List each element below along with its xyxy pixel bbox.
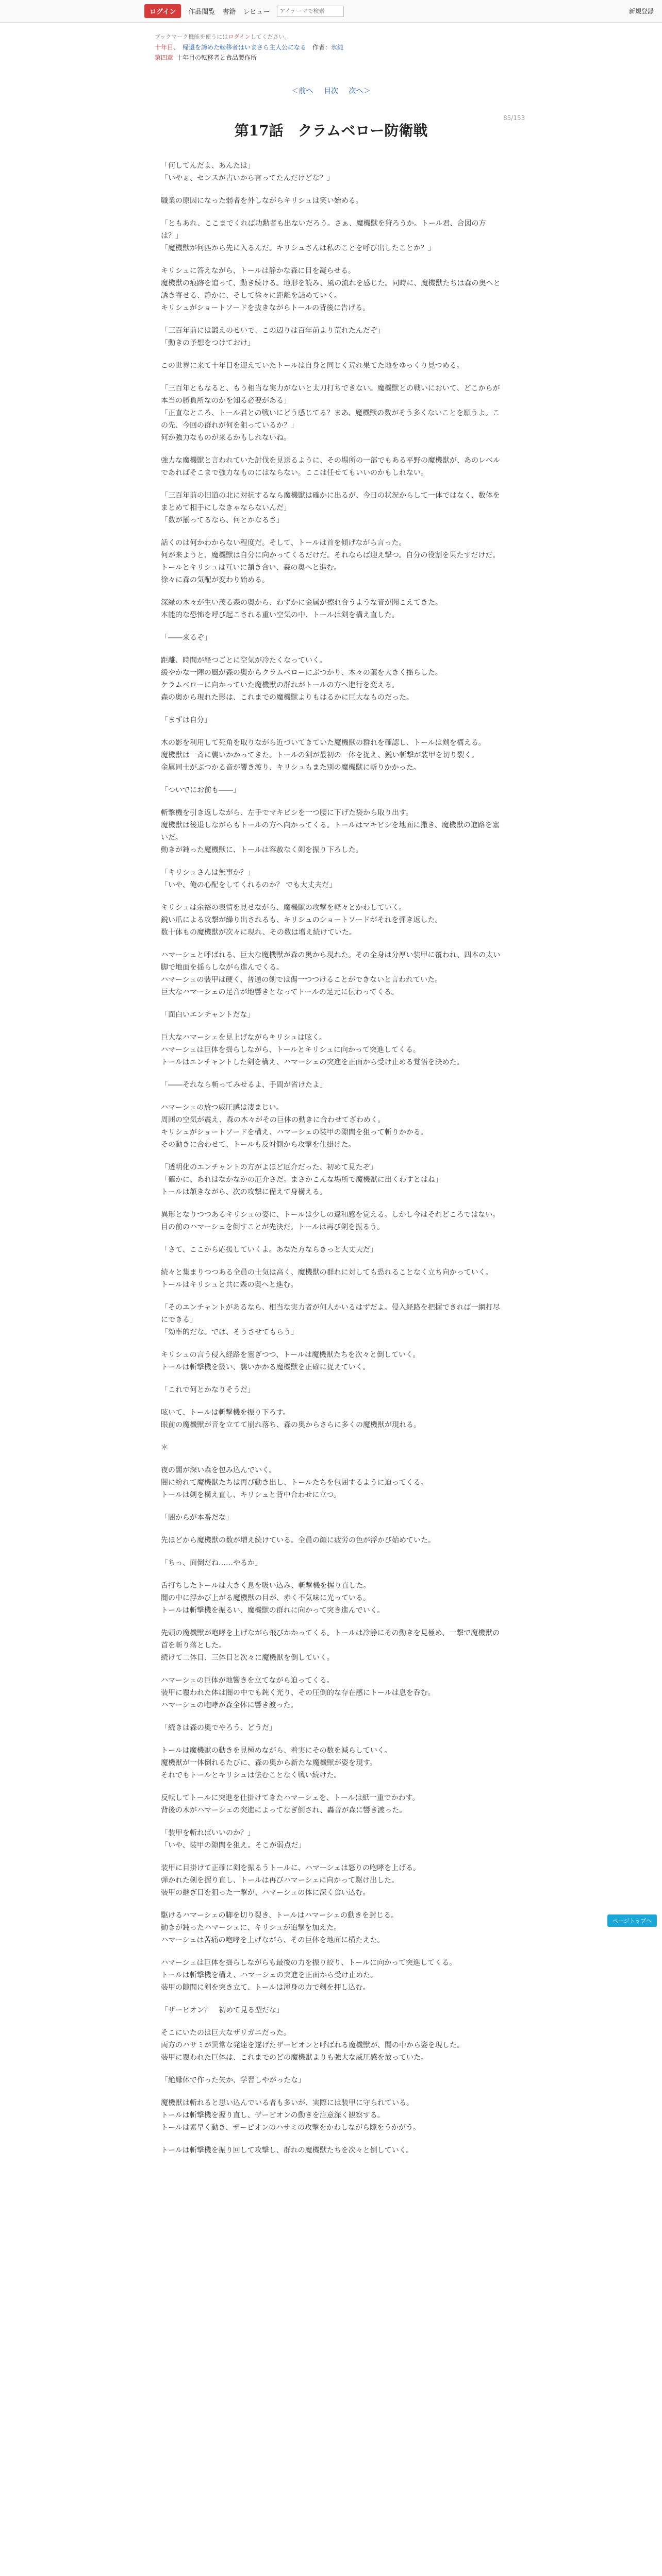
novel-paragraph: トールは魔機獣の動きを見極めながら、着実にその数を減らしていく。 魔機獣が一体倒れるたびに、森の奥から新たな魔機獣が姿を現す。 それでもトールとキリシュは怯むことなく戦い続けた。 [161,1747,392,1780]
nav-link-works[interactable]: 作品閲覧 [188,8,216,16]
novel-paragraph: 「面白いエンチャントだな」 [161,1011,255,1019]
novel-paragraph: 「闇からが本番だな」 [161,1514,233,1522]
novel-paragraph: 「そのエンチャントがあるなら、相当な実力者が何人かいるはずだよ。侵入経路を把握できれば一網打尽にできる」 「効率的だな。では、そうさせてもらう」 [161,1303,500,1336]
novel-paragraph: 「ついでにお前も――」 [161,786,240,794]
novel-paragraph: 先頭の魔機獣が咆哮を上げながら飛びかかってくる。トールは冷静にその動きを見極め、一撃で魔機獣の首を斬り落とした。 続けて二体目、三体目と次々に魔機獣を倒していく。 [161,1629,500,1662]
novel-paragraph: そこにいたのは巨大なザリガニだった。 両方のハサミが異常な発達を遂げたザーピオンと呼ばれる魔機獣が、闇の中から姿を現した。 装甲に覆われた巨体は、これまでのどの魔機獣よりも強大な威圧感を放っていた。 [161,2029,464,2062]
work-title-link[interactable]: 帰還を諦めた転移者はいまさら主人公になる [183,44,307,51]
novel-paragraph: 「装甲を斬ればいいのか？」 「いや、装甲の隙間を狙え。そこが弱点だ」 [161,1829,306,1850]
novel-paragraph: 「何してんだよ、あんたは」 「いやぁ、センスが古いから言ってたんだけどな？」 [161,162,334,182]
novel-paragraph: キリシュは余裕の表情を見せながら、魔機獣の攻撃を軽々とかわしていく。 鋭い爪による攻撃が繰り出されるも、キリシュのショートソードがそれを弾き返した。 数十体もの魔機獣が次々に現れ、その数は増え続けていた。 [161,904,442,937]
novel-paragraph: ハマーシェの放つ威圧感は凄まじい。 周囲の空気が震え、森の木々がその巨体の動きに合わせてざわめく。 キリシュがショートソードを構え、ハマーシェの装甲の隙間を狙って斬りかかる。 その動きに合わせて、トールも反対側から攻撃を仕掛けた。 [161,1104,428,1149]
novel-paragraph: ハマーシェと呼ばれる、巨大な魔機獣が森の奥から現れた。その全身は分厚い装甲に覆われ、四本の太い脚で地面を揺らしながら進んでくる。 ハマーシェの装甲は硬く、普通の剣では傷一つつけることができないと言われていた。 巨大なハマーシェの足音が地響きとなってトールの足元に伝わってくる。 [161,951,501,996]
novel-paragraph: 強力な魔機獣と言われていた討伐を見送るように、その場所の一部でもある平野の魔機獣が、あのレベルであればそこまで強力なものにはならない。ここは任せてもいいのかもしれない。 [161,456,500,477]
nav-link-books[interactable]: 書籍 [222,8,236,16]
novel-paragraph: 「ともあれ、ここまでくれば功勲者も出ないだろう。さぁ、魔機獣を狩ろうか。トール君、合図の方は？」 「魔機獣が何匹から先に入るんだ。キリシュさんは私のことを呼び出したことか？」 [161,219,486,252]
novel-paragraph: 「さて、ここから応援していくよ。あなた方ならきっと大丈夫だ」 [161,1246,377,1254]
novel-paragraph: 深緑の木々が生い茂る森の奥から、わずかに金属が擦れ合うような音が聞こえてきた。 本能的な恐怖を呼び起こされる重い空気の中、トールは剣を構え直した。 [161,599,442,619]
search-input[interactable] [277,6,344,17]
novel-paragraph: 夜の闇が深い森を包み込んでいく。 闇に紛れて魔機獣たちは再び動き出し、トールたちを包囲するように迫ってくる。 トールは剣を構え直し、キリシュと背中合わせに立つ。 [161,1466,428,1499]
work-title-row: 十年目、 帰還を諦めた転移者はいまさら主人公になる 作者：氷純 [155,44,343,51]
novel-paragraph: 魔機獣は斬れると思い込んでいる者も多いが、実際には装甲に守られている。 トールは斬撃機を握り直し、ザーピオンの動きを注意深く観察する。 トールは素早く動き、ザーピオンのハサミの攻撃をかわしながら隙をうかがう。 [161,2099,421,2132]
novel-paragraph: 反転してトールに突進を仕掛けてきたハマーシェを、トールは紙一重でかわす。 背後の木がハマーシェの突進によってなぎ倒され、轟音が森に響き渡った。 [161,1794,420,1815]
login-button[interactable]: ログイン [144,4,181,18]
novel-paragraph: 呟いて、トールは斬撃機を振り下ろす。 眼前の魔機獣が音を立てて崩れ落ち、森の奥からさらに多くの魔機獣が現れる。 [161,1409,421,1429]
chapter-group-name: 十年目の転移者と食品製作所 [176,54,257,61]
novel-paragraph: キリシュに答えながら、トールは静かな森に目を凝らせる。 魔機獣の痕跡を追って、動き続ける。地形を読み、風の流れを感じた。同時に、魔機獣たちは森の奥へと誘き寄せる、静かに、そして徐々に距離を詰めていく。 キリシュがショートソードを抜きながらトールの背後に告げる。 [161,267,501,312]
novel-paragraph: 職業の原因になった弱者を外しながらキリシュは笑い始める。 [161,197,363,205]
chapter-title: 第17話 クラムベロー防衛戦 [234,122,428,139]
bookmark-login-link[interactable]: ログイン [228,33,251,40]
work-info [0,23,662,63]
novel-paragraph: トールは斬撃機を振り回して攻撃し、群れの魔機獣たちを次々と倒していく。 [161,2146,413,2155]
novel-paragraph: 「――それなら斬ってみせるよ、手間が省けたよ」 [161,1081,327,1089]
novel-paragraph: 駆けるハマーシェの脚を切り裂き、トールはハマーシェの動きを封じる。 動きが鈍ったハマーシェに、キリシュが追撃を加えた。 ハマーシェは苦痛の咆哮を上げながら、その巨体を地面に横たえた。 [161,1911,399,1944]
novel-paragraph: 装甲に目掛けて正確に剣を振るうトールに、ハマーシェは怒りの咆哮を上げる。 弾かれた剣を握り直し、トールは再びハマーシェに向かって駆け出した。 装甲の継ぎ目を狙った一撃が、ハマーシェの体に深く食い込む。 [161,1864,421,1897]
next-chapter-link[interactable]: 次へ＞ [349,87,371,95]
novel-body [161,160,501,2157]
novel-paragraph: キリシュの言う侵入経路を塞ぎつつ、トールは魔機獣たちを次々と倒していく。 トールは斬撃機を扱い、襲いかかる魔機獣を正確に捉えていく。 [161,1351,420,1371]
novel-paragraph: 続々と集まりつつある全員の士気は高く、魔機獣の群れに対しても恐れることなく立ち向かっていく。 トールはキリシュと共に森の奥へと進む。 [161,1268,493,1289]
novel-paragraph: 話くのは何かわからない程度だ。そして、トールは首を傾げながら言った。 何が来ようと、魔機獣は自分に向かってくるだけだ。それならば迎え撃つ。自分の役割を果たすだけだ。トールとキリシュは互いに頷き合い、森の奥へと進む。 徐々に森の気配が変わり始める。 [161,539,500,584]
novel-paragraph: 木の影を利用して死角を取りながら近づいてきていた魔機獣の群れを確認し、トールは剣を構える。 魔機獣は一斉に襲いかかってきた。トールの剣が最初の一体を捉え、鋭い斬撃が装甲を切り裂く。 金属同士がぶつかる音が響き渡り、キリシュもまた別の魔機獣に斬りかかった。 [161,739,486,772]
author-link[interactable]: 氷純 [330,44,343,51]
novel-paragraph: 巨大なハマーシェを見上げながらキリシュは呟く。 ハマーシェは巨体を揺らしながら、トールとキリシュに向かって突進してくる。 トールはエンチャントした剣を構え、ハマーシェの突進を正面から受け止める覚悟を決めた。 [161,1033,464,1066]
chapter-pager [0,86,662,96]
chapter-row: 第四章 十年目の転移者と食品製作所 [155,54,257,61]
signup-link[interactable]: 新規登録 [628,8,654,15]
novel-paragraph: ハマーシェは巨体を揺らしながらも最後の力を振り絞り、トールに向かって突進してくる。 トールは斬撃機を構え、ハマーシェの突進を正面から受け止めた。 装甲の隙間に剣を突き立て、トールは渾身の力で剣を押し込む。 [161,1959,457,1992]
novel-paragraph: ＊ [161,1444,168,1452]
novel-paragraph: 先ほどから魔機獣の数が増え続けている。全員の顔に疲労の色が浮かび始めていた。 [161,1536,435,1545]
top-nav-bar [0,0,662,23]
novel-paragraph: 「キリシュさんは無事か？」 「いや、俺の心配をしてくれるのか？ でも大丈夫だ」 [161,869,337,889]
toc-link[interactable]: 目次 [324,87,338,95]
novel-paragraph: 「絶縁体で作った矢か、学習しやがったな」 [161,2076,305,2084]
novel-paragraph: 「続きは森の奥でやろう、どうだ」 [161,1724,276,1732]
novel-paragraph: この世界に来て十年目を迎えていたトールは自身と同じく荒れ果てた地をゆっくり見つめる。 [161,362,464,370]
novel-paragraph: ハマーシェの巨体が地響きを立てながら迫ってくる。 装甲に覆われた体は闇の中でも鈍く光り、その圧倒的な存在感にトールは息を呑む。 ハマーシェの咆哮が森全体に響き渡った。 [161,1676,435,1709]
prev-chapter-link[interactable]: ＜前へ [291,87,313,95]
novel-paragraph: 「――来るぞ」 [161,634,211,642]
novel-paragraph: 舌打ちしたトールは大きく息を吸い込み、斬撃機を握り直した。 闇の中に浮かび上がる魔機獣の目が、赤く不気味に光っている。 トールは斬撃機を振るい、魔機獣の群れに向かって突き進んでいく。 [161,1582,385,1615]
novel-paragraph: 異形となりつつあるキリシュの姿に、トールは少しの違和感を覚える。しかし今はそれどころではない。 目の前のハマーシェを倒すことが先決だ。トールは再び剣を振るう。 [161,1211,500,1231]
novel-paragraph: 「三百年前には鍛えのせいで、この辺りは百年前より荒れたんだぞ」 「動きの予想をつけておけ」 [161,327,385,347]
bookmark-note: ブックマーク機能を使うにはログインしてください。 [155,33,290,40]
nav-link-reviews[interactable]: レビュー [243,8,270,16]
novel-paragraph: 斬撃機を引き返しながら、左手でマキビシを一つ腰に下げた袋から取り出す。 魔機獣は後退しながらもトールの方へ向かってくる。トールはマキビシを地面に撒き、魔機獣の進路を塞いだ。 動きが鈍った魔機獣に、トールは容赦なく剣を振り下ろした。 [161,809,500,854]
chapter-number: 85/153 [503,114,525,122]
novel-paragraph: 「ザーピオン？ 初めて見る型だな」 [161,2006,284,2014]
novel-paragraph: 「透明化のエンチャントの方がよほど厄介だった、初めて見たぞ」 「確かに、あれはなかなかの厄介さだ。まさかこんな場所で魔機獣に出くわすとはね」 トールは頷きながら、次の攻撃に備えて身構える。 [161,1163,442,1196]
novel-paragraph: 「三百年前の旧道の北に対抗するなら魔機獣は確かに出るが、今日の状況からして一体ではなく、数体をまとめて相手にしなきゃならないんだ」 「数が揃ってるなら、何とかなるさ」 [161,492,500,524]
novel-paragraph: 「これで何とかなりそうだ」 [161,1386,255,1394]
novel-paragraph: 距離、時間が経つごとに空気が冷たくなっていく。 緩やかな一陣の風が森の奥からクラムベローにぶつかり、木々の葉を大きく揺らした。 ケラムベローに向かっていた魔機獣の群れがトールの方へ進行を変える。 森の奥から現れた影は、これまでの魔機獣よりもはるかに巨大なものだった。 [161,656,442,702]
novel-paragraph: 「三百年ともなると、もう相当な実力がないと太刀打ちできない。魔機獣との戦いにおいて、どこからが本当の勝負所なのかを知る必要がある」 「正直なところ、トール君との戦いにどう感じてる？まあ、魔機獣の数がそう多くないことを願うよ。この先、今回の群れが何を狙っているか？」 何か強力なものが来るかもしれないね。 [161,384,500,442]
novel-paragraph: 「ちっ、面倒だね……やるか」 [161,1559,262,1567]
page-top-button[interactable]: ページトップへ [607,1914,657,1927]
novel-paragraph: 「まずは自分」 [161,716,211,724]
